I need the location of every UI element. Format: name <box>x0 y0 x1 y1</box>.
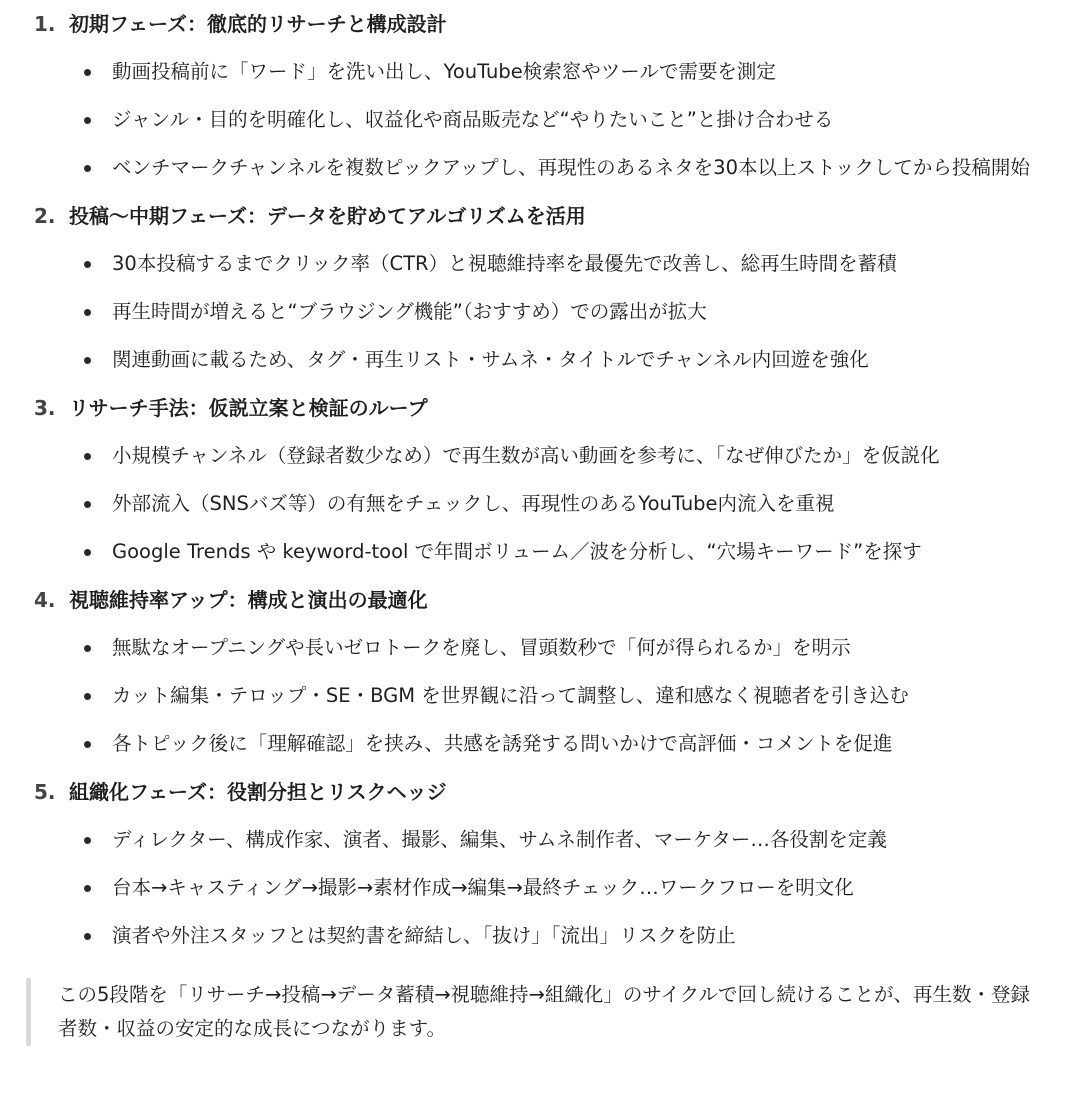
list-item <box>0 240 1084 288</box>
list-item <box>0 624 1084 672</box>
list-item <box>0 480 1084 528</box>
section-number: 4. <box>34 588 56 612</box>
summary-blockquote <box>26 978 1084 1046</box>
bullet-icon <box>84 165 91 172</box>
section-number: 2. <box>34 204 56 228</box>
section-title: 組織化フェーズ：役割分担とリスクヘッジ <box>69 780 447 804</box>
bullet-icon <box>84 501 91 508</box>
bullet-list <box>0 432 1084 576</box>
list-item-text: 関連動画に載るため、タグ・再生リスト・サムネ・タイトルでチャンネル内回遊を強化 <box>112 348 869 371</box>
list-item-text: 動画投稿前に「ワード」を洗い出し、YouTube検索窓やツールで需要を測定 <box>112 60 776 83</box>
list-item <box>0 672 1084 720</box>
list-item <box>0 528 1084 576</box>
section-heading <box>0 0 1084 48</box>
bullet-icon <box>84 741 91 748</box>
list-item-text: ジャンル・目的を明確化し、収益化や商品販売など“やりたいこと”と掛け合わせる <box>112 108 834 131</box>
bullet-icon <box>84 69 91 76</box>
bullet-icon <box>84 117 91 124</box>
list-item-text: 各トピック後に「理解確認」を挟み、共感を誘発する問いかけで高評価・コメントを促進 <box>112 732 893 755</box>
list-item-text: 30本投稿するまでクリック率（CTR）と視聴維持率を最優先で改善し、総再生時間を蓄積 <box>112 252 897 275</box>
list-item <box>0 144 1084 192</box>
summary-text: この5段階を「リサーチ→投稿→データ蓄積→視聴維持→組織化」のサイクルで回し続けることが、再生数・登録者数・収益の安定的な成長につながります。 <box>58 983 1031 1040</box>
list-item-text: ベンチマークチャンネルを複数ピックアップし、再現性のあるネタを30本以上ストックしてから投稿開始 <box>112 156 1030 179</box>
section-number: 1. <box>34 12 56 36</box>
list-item <box>0 912 1084 960</box>
bullet-icon <box>84 885 91 892</box>
bullet-list <box>0 240 1084 384</box>
list-item-text: 外部流入（SNSバズ等）の有無をチェックし、再現性のあるYouTube内流入を重視 <box>112 492 835 515</box>
list-item-text: 無駄なオープニングや長いゼロトークを廃し、冒頭数秒で「何が得られるか」を明示 <box>112 636 851 659</box>
section-2 <box>0 192 1084 384</box>
list-item <box>0 816 1084 864</box>
list-item <box>0 336 1084 384</box>
bullet-icon <box>84 261 91 268</box>
section-heading <box>0 576 1084 624</box>
bullet-icon <box>84 837 91 844</box>
section-4 <box>0 576 1084 768</box>
section-1 <box>0 0 1084 192</box>
list-item <box>0 48 1084 96</box>
bullet-icon <box>84 693 91 700</box>
list-item-text: 台本→キャスティング→撮影→素材作成→編集→最終チェック…ワークフローを明文化 <box>112 876 854 899</box>
list-item <box>0 720 1084 768</box>
bullet-icon <box>84 549 91 556</box>
list-item-text: カット編集・テロップ・SE・BGM を世界観に沿って調整し、違和感なく視聴者を引き込む <box>112 684 909 707</box>
list-item <box>0 432 1084 480</box>
list-item-text: 再生時間が増えると“ブラウジング機能”（おすすめ）での露出が拡大 <box>112 300 707 323</box>
list-item-text: 演者や外注スタッフとは契約書を締結し、「抜け」「流出」リスクを防止 <box>112 924 736 947</box>
bullet-list <box>0 48 1084 192</box>
section-title: 視聴維持率アップ：構成と演出の最適化 <box>69 588 428 612</box>
section-title: リサーチ手法：仮説立案と検証のループ <box>69 396 428 420</box>
bullet-icon <box>84 645 91 652</box>
list-item <box>0 864 1084 912</box>
section-number: 5. <box>34 780 56 804</box>
list-item <box>0 288 1084 336</box>
bullet-icon <box>84 933 91 940</box>
section-3 <box>0 384 1084 576</box>
section-heading <box>0 192 1084 240</box>
section-heading <box>0 768 1084 816</box>
section-5 <box>0 768 1084 960</box>
list-item <box>0 96 1084 144</box>
bullet-icon <box>84 357 91 364</box>
bullet-icon <box>84 453 91 460</box>
bullet-icon <box>84 309 91 316</box>
bullet-list <box>0 816 1084 960</box>
section-title: 初期フェーズ：徹底的リサーチと構成設計 <box>69 12 447 36</box>
blockquote-bar <box>26 978 31 1046</box>
list-item-text: Google Trends や keyword-tool で年間ボリューム／波を分析し、“穴場キーワード”を探す <box>112 540 922 563</box>
section-number: 3. <box>34 396 56 420</box>
list-item-text: ディレクター、構成作家、演者、撮影、編集、サムネ制作者、マーケター…各役割を定義 <box>112 828 887 851</box>
section-title: 投稿〜中期フェーズ：データを貯めてアルゴリズムを活用 <box>69 204 586 228</box>
list-item-text: 小規模チャンネル（登録者数少なめ）で再生数が高い動画を参考に、「なぜ伸びたか」を仮説化 <box>112 444 940 467</box>
bullet-list <box>0 624 1084 768</box>
section-heading <box>0 384 1084 432</box>
